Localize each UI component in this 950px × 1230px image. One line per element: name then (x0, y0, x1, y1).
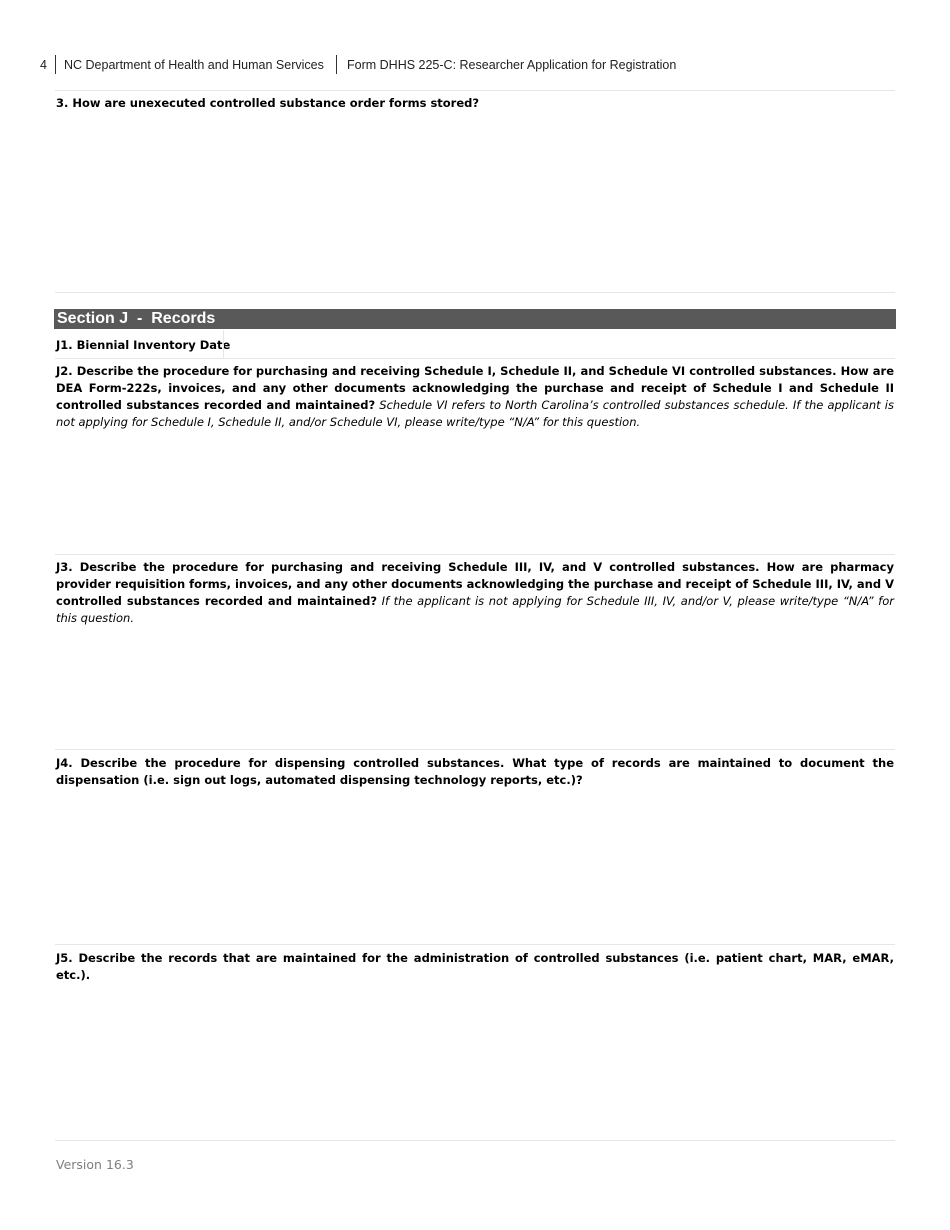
j2-question (56, 363, 894, 431)
question-3-label (56, 95, 894, 112)
j5-answer-bottom[interactable] (55, 1140, 895, 1141)
j2-question-bold: J2. Describe the procedure for purchasing and receiving Schedule I, Schedule II, and Schedule VI controlled substances. How are DEA Form-222s, invoices, and any other documents acknowledging the purchase and receipt of Schedule I and Schedule II controlled substances recorded and maintained? (56, 364, 894, 412)
header-divider (336, 55, 337, 74)
divider (55, 90, 895, 91)
j5-question (56, 950, 894, 984)
organization-name: NC Department of Health and Human Services (64, 58, 324, 72)
j4-question-bold: J4. Describe the procedure for dispensing controlled substances. What type of records are maintained to document the dispensation (i.e. sign out logs, automated dispensing technology reports, etc.)? (56, 756, 894, 787)
j3-question-note: If the applicant is not applying for Schedule III, IV, and/or V, please write/type “N/A” for this question. (56, 594, 894, 625)
form-title: Form DHHS 225-C: Researcher Application for Registration (347, 58, 677, 72)
j4-question (56, 755, 894, 789)
j2-question-note: Schedule VI refers to North Carolina’s controlled substances schedule. If the applicant is not applying for Schedule I, Schedule II, and/or Schedule VI, please write/type “N/A” for this question. (56, 398, 894, 429)
j1-label: J1. Biennial Inventory Date (56, 338, 231, 352)
j3-answer-bottom[interactable] (55, 749, 895, 750)
j5-question-bold: J5. Describe the records that are maintained for the administration of controlled substances (i.e. patient chart, MAR, eMAR, etc.). (56, 951, 894, 982)
biennial-inventory-date-field[interactable] (223, 330, 895, 358)
version-footer: Version 16.3 (56, 1157, 134, 1172)
question-3-answer-bottom[interactable] (55, 292, 895, 293)
question-3-text: 3. How are unexecuted controlled substance order forms stored? (56, 96, 480, 110)
header-divider (55, 55, 56, 74)
j3-question-bold: J3. Describe the procedure for purchasing and receiving Schedule III, IV, and V controlled substances. How are pharmacy provider requisition forms, invoices, and any other documents acknowledging the purchase and receipt of Schedule III, IV, and V controlled substances recorded and maintained? (56, 560, 894, 608)
j2-answer-bottom[interactable] (55, 554, 895, 555)
section-j-header: Section J - Records (54, 309, 896, 329)
page-number: 4 (40, 58, 47, 72)
j3-question (56, 559, 894, 627)
j4-answer-bottom[interactable] (55, 944, 895, 945)
divider (55, 358, 895, 359)
